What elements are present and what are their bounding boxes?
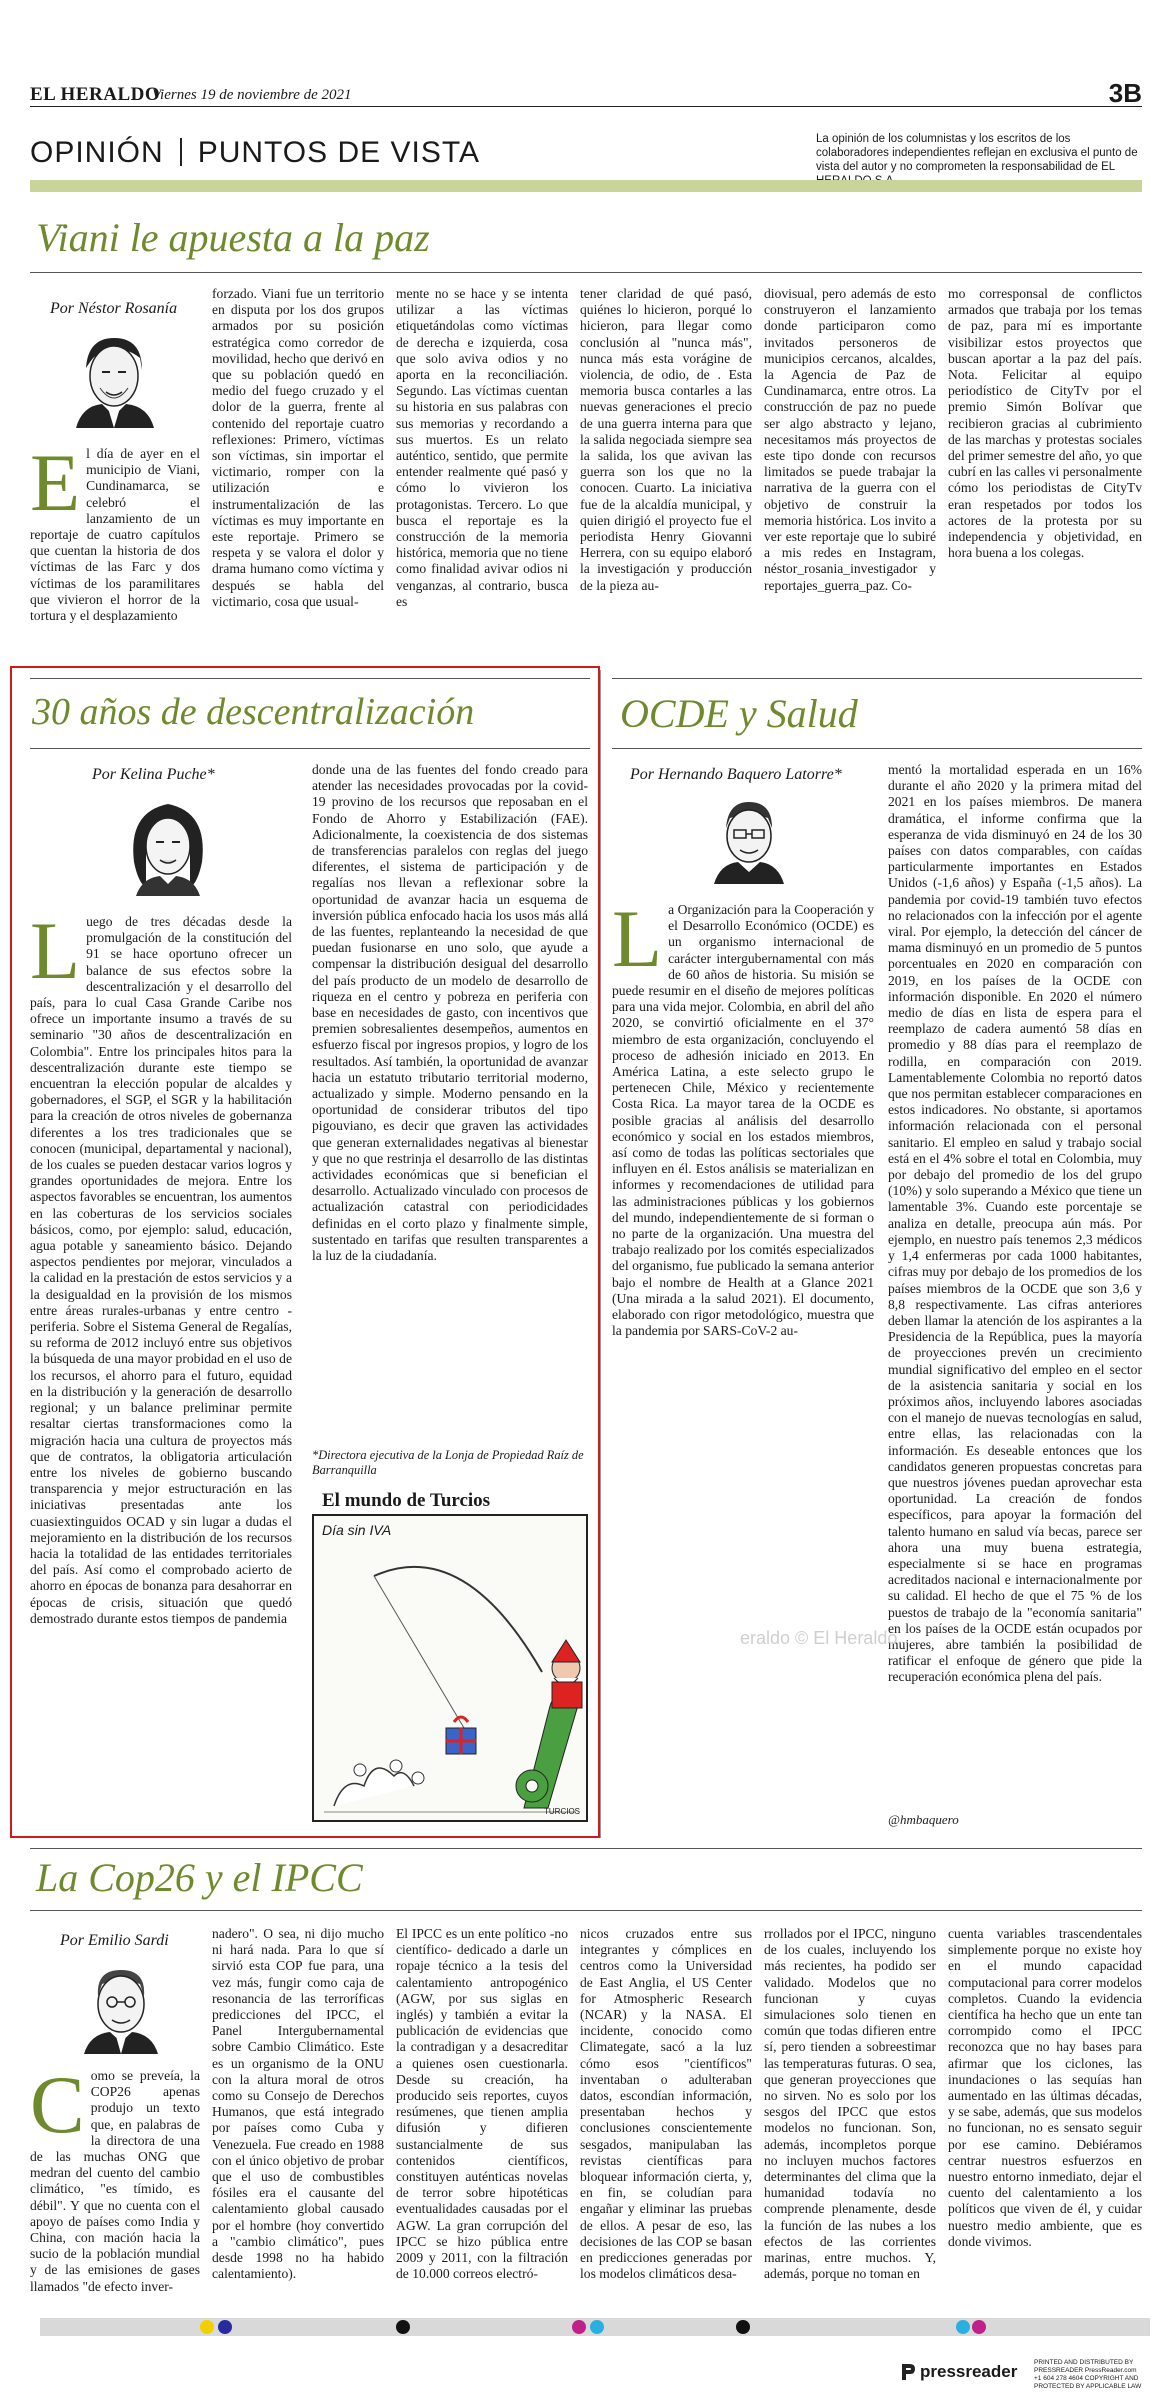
article-column: mo corresponsal de conflictos armados que trabaja por los temas de paz, para mí es importante visibilizar estos proyectos que buscan aportar a la paz del país. Nota. Felicitar al equipo periodístico de CityTv por el premio Simón Bolívar que recibieron gracias al cubrimiento de las marchas y protestas sociales del primer semestre del año, yo que cubrí en las calles vi personalmente cómo los periodistas de CityTv eran respetados por todos los actores de la protesta por su independencia y objetividad, en hora buena a los colegas.	[948, 286, 1142, 561]
pressreader-brand: pressreader	[920, 2362, 1018, 2381]
registration-dot	[590, 2320, 604, 2334]
cartoon	[312, 1514, 588, 1822]
article-column: El IPCC es un ente político -no científico- dedicado a darle un ropaje técnico a la tesis del calentamiento antropogénico (AGW, por sus siglas en inglés) y también a evitar la publicación de evidencias que la contradigan y a desacreditar a quienes osen cuestionarla. Desde su creación, ha producido seis reportes, cuyos resúmenes, que tienen amplia difusión y difieren sustancialmente de sus contenidos científicos, constituyen auténticas novelas de terror sobre hipotéticas eventualidades causadas por el AGW. La gran corrupción del IPCC se hizo pública entre 2009 y 2011, con la filtración de 10.000 correos electró-	[396, 1926, 568, 2282]
title-rule	[30, 1848, 1142, 1849]
title-rule	[30, 678, 590, 679]
article-title: Viani le apuesta a la paz	[36, 215, 430, 260]
disclaimer: La opinión de los columnistas y los escritos de los colaboradores independientes reflejan en exclusiva el punto de vista del autor y no comprometen la responsabilidad de EL	[816, 133, 1138, 173]
column-text: a Organización para la Cooperación y el Desarrollo Económico (OCDE) es un organismo internacional de carácter intergubernamental con más de 60 años de historia. Su misión se puede resumir en el diseño de mejores políticas para una vida mejor. Colombia, en abril del año 2020, se convirtió oficialmente en el 37° miembro de esta organización, concluyendo el proceso de adhesión iniciado en 2013. En América Latina, a este selecto grupo le pertenecen Chile, México y recientemente Costa Rica. La mayor tarea de la OCDE es posible gracias al análisis del desarrollo económico y social en los estados miembros, así como de todas las políticas sectoriales que influyen en él. Estos análisis se materializan en informes y recomendaciones de utilidad para las administraciones públicas y los gobiernos del mundo, independientemente de si forman o no parte de la organización. Una muestra del trabajo realizado por los comités especializados del organismo, fue publicado la semana anterior bajo el nombre de Health at a Glance 2021 (Una mirada a la salud 2021). El documento, elaborado con rigor metodológico, muestra que la pandemia por SARS-CoV-2 au-	[612, 902, 874, 1339]
title-rule	[30, 748, 590, 749]
page-number: 3B	[1108, 78, 1142, 108]
section-title-right: PUNTOS DE VISTA	[197, 136, 480, 169]
article-title: 30 años de descentralización	[32, 691, 475, 733]
article-column: mente no se hace y se intenta utilizar a las víctimas etiquetándolas como víctimas de derecha e izquierda, cosa que solo aviva odios y no aporta en la reconciliación. Segundo. Las víctimas cuentan su historia en sus palabras con sus memorias y recordando a sus muertos. Es un relato auténtico, sentido, que permite entender realmente qué pasó y cómo lo vivieron los protagonistas. Tercero. Lo que busca el reportaje es la construcción de la memoria histórica, memoria que no tiene como finalidad avivar odios ni venganzas, al contrario, busca es	[396, 286, 568, 609]
article-column: nadero". O sea, ni dijo mucho ni hará nada. Para lo que sí sirvió esta COP fue para, una vez más, fungir como caja de resonancia de las terroríficas predicciones del IPCC, el Panel Intergubernamental sobre Cambio Climático. Este es un organismo de la ONU con la altura moral de otros como su Consejo de Derechos Humanos, que está integrado por países como Cuba y Venezuela. Fue creado en 1988 con el único objetivo de probar que el uso de combustibles fósiles era el causante del calentamiento global causado por el hombre (hoy convertido a "cambio climático", pues desde 1998 no ha habido calentamiento).	[212, 1926, 384, 2282]
cartoon-caption: Día sin IVA	[322, 1522, 392, 1538]
registration-dot	[736, 2320, 750, 2334]
registration-dot	[200, 2320, 214, 2334]
column-text: l día de ayer en el municipio de Viani, Cundinamarca, se celebró el lanzamiento de un reportaje de cuatro capítulos que cuentan la historia de dos víctimas de las Farc y dos víctimas de los paramilitares que vivieron el horror de la tortura y el desplazamiento	[30, 446, 200, 624]
author-portrait	[62, 328, 166, 428]
paper-date: Viernes 19 de noviembre de 2021	[152, 87, 352, 103]
cartoon-drawing	[314, 1516, 586, 1820]
section-title	[30, 136, 480, 170]
article-column: diovisual, pero además de esto construyeron el lanzamiento donde participaron como invitados personeros de municipios cercanos, alcaldes, la Agencia de Paz de Cundinamarca, entre otros. La construcción de paz no puede ser algo abstracto y lejano, necesitamos más proyectos de este tipo donde con recursos limitados se puede trabajar la narrativa de la guerra con el objetivo de construir la memoria histórica. Los invito a ver este reportaje que lo subiré a mis redes en Instagram, néstor_rosania_investigador y reportajes_guerra_paz. Co-	[764, 286, 936, 593]
column-text: uego de tres décadas desde la promulgación de la constitución del 91 se hace oportuno ofrecer un balance de sus efectos sobre la descentralización y el desarrollo del país, para lo cual Casa Grande Caribe nos ofrece un importante insumo a través de su seminario "30 años de descentralización en Colombia". Entre los principales hitos para la descentralización durante este tiempo se encuentran la elección popular de alcaldes y gobernadores, el SGP, el SGR y la habilitación para la creación de otros niveles de gobernanza diferentes a los tres tradicionales que se conocen (municipal, departamental y nacional), de los cuales se pueden destacar varios logros y grandes oportunidades de mejora. Entre los aspectos favorables se encuentran, los aumentos en las coberturas de los servicios sociales básicos, como, por ejemplo: salud, educación, agua potable y saneamiento básico. Dejando aspectos pendientes por mejorar, vinculados a la calidad en la prestación de estos servicios y a la desigualdad en la provisión de los mismos entre áreas rurales-urbanas y entre centro - periferia. Sobre el Sistema General de Regalías, su reforma de 2012 incluyó entre sus objetivos la búsqueda de una mayor probidad en el uso de los recursos, el ahorro para el futuro, equidad en la distribución y la generación de desarrollo regional; y un balance preliminar permite resaltar ciertas transformaciones como la migración hacia una cultura de proyectos más que de contratos, la obligatoria articulación entre los niveles de gobierno buscando transparencia y mejor estructuración en las iniciativas presentadas ante los cuasiextinguidos OCAD y sin lugar a dudas el mejoramiento en la distribución de los recursos hacia la totalidad de las entidades territoriales del país. Así como el comprobado acierto de ahorro en épocas de bonanza para desahorrar en épocas de crisis, situación que quedó demostrado durante estos tiempos de pandemia	[30, 914, 292, 1626]
drop-cap: L	[612, 902, 663, 984]
author-note: *Directora ejecutiva de la Lonja de Propiedad Raíz de Barranquilla	[312, 1448, 584, 1477]
article-column	[30, 446, 200, 658]
masthead	[30, 78, 1142, 107]
article-column: rrollados por el IPCC, ninguno de los cuales, incluyendo los más recientes, ha podido ser validado. Modelos que no funcionan y cuyas simulaciones solo tienen en común que todas difieren entre sí, pero tienden a sobreestimar las temperaturas futuras. O sea, que generan proyecciones que no sirven. No es solo por los sesgos del IPCC que estos modelos no funcionan. Son, además, incompletos porque no incluyen muchos factores determinantes del clima que la humanidad todavía no comprende plenamente, desde la función de las nubes a los efectos de las corrientes marinas, entre muchos. Y, además, porque no toman en	[764, 1926, 936, 2282]
paper-name: EL HERALDO	[30, 84, 161, 105]
article-title: La Cop26 y el IPCC	[36, 1855, 363, 1900]
author-portrait	[120, 792, 216, 896]
cartoon-heading: El mundo de Turcios	[322, 1490, 491, 1511]
registration-dot	[956, 2320, 970, 2334]
drop-cap: E	[30, 446, 81, 528]
article-byline: Por Emilio Sardi	[60, 1932, 169, 1949]
article-column	[30, 914, 292, 1816]
article-byline: Por Kelina Puche*	[92, 766, 215, 783]
registration-dot	[972, 2320, 986, 2334]
watermark: eraldo © El Heraldo	[740, 1628, 898, 1648]
author-portrait	[704, 792, 794, 884]
pressreader-fineprint: PRINTED AND DISTRIBUTED BY PRESSREADER PressReader.com +1 604 278 4604 COPYRIGHT AND PROTECTED BY APPLICABLE LAW	[1034, 2359, 1142, 2390]
article-byline: Por Néstor Rosanía	[50, 300, 178, 317]
title-rule	[30, 272, 1142, 273]
title-rule	[30, 1910, 1142, 1911]
cartoon-signature: TURCIOS	[544, 1807, 580, 1816]
column-divider	[600, 670, 601, 1838]
section-separator	[180, 138, 182, 166]
section-header	[30, 128, 1142, 173]
title-rule	[612, 748, 1142, 749]
author-portrait	[74, 1958, 168, 2054]
drop-cap: L	[30, 914, 81, 996]
registration-dot	[572, 2320, 586, 2334]
article-title: OCDE y Salud	[620, 691, 858, 736]
section-green-bar	[30, 180, 1142, 192]
article-column: tener claridad de qué pasó, quiénes lo hicieron, porqué lo hicieron, para llegar como conclusión al "nunca más", nunca más esta vorágine de violencia, de odio, de . Esta memoria busca contarles a las nuevas generaciones el precio de una guerra interna para que la salida negociada siempre sea la salida, los que avivan las guerra son los que no la conocen. Cuarto. La iniciativa fue de la alcaldía municipal, y quien dirigió el proyecto fue el periodista Henry Giovanni Herrera, con su equipo elaboró la investigación y producción de la pieza au-	[580, 286, 752, 593]
registration-dot	[218, 2320, 232, 2334]
pressreader-logo-icon	[900, 2362, 916, 2382]
section-title-left: OPINIÓN	[30, 136, 164, 169]
article-column	[30, 2068, 200, 2306]
article-column: cuenta variables trascendentales simplemente porque no existe hoy en el mundo capacidad computacional para correr modelos completos. Cuando la evidencia científica ha hecho que un ente tan corrompido como el IPCC reconozca que no hay bases para afirmar que los ciclones, las inundaciones o las sequías han aumentado en las últimas décadas, y se sabe, además, que sus modelos no funcionan, no es sensato seguir por ese camino. Debiéramos centrar nuestros esfuerzos en nuestro entorno inmediato, dejar el cuento del calentamiento a los políticos que viven de él, y cuidar nuestro medio ambiente, que es donde vivimos.	[948, 1926, 1142, 2249]
registration-dot	[396, 2320, 410, 2334]
article-column	[612, 902, 874, 1824]
article-column: forzado. Viani fue un territorio en disputa por los dos grupos armados por su posición estratégica como corredor de movilidad, hecho que derivó en que su población quedó en medio del fuego cruzado y el dolor de la guerra, frente al contenido del reportaje cuatro reflexiones: Primero, víctimas son víctimas, sin importar el victimario, romper con la utilización e instrumentalización de las víctimas es muy importante en este reportaje. Primero se respeta y se valora el dolor y drama humano como víctima y después se habla del victimario, cosa que usual-	[212, 286, 384, 609]
article-column: donde una de las fuentes del fondo creado para atender las necesidades provocadas por la covid-19 provino de los recursos que reposaban en el Fondo de Ahorro y Estabilización (FAE). Adicionalmente, la coexistencia de dos sistemas de transferencias paralelos con reglas del juego diferentes, el sistema de participación y de regalías nos llevan a reflexionar sobre la oportunidad de avanzar hacia un esquema de inversión pública enfocado hacia los usos más allá de las fuentes, replanteando la necesidad de que puedan fusionarse en uno solo, que ayude a compensar la distribución desigual del desarrollo del país producto de un modelo de desarrollo de riqueza en el centro y pobreza en periferia con base en necesidades de gasto, con incentivos que premien sobresalientes desempeños, aumentos en esfuerzo fiscal por ingresos propios, y logro de los resultados. Así también, la oportunidad de avanzar hacia un estatuto tributario territorial moderno, actualizado y simple. Moderno pensando en la oportunidad de considerar tributos del tipo pigouviano, es decir que graven las actividades que generan externalidades negativas al bienestar y que no que restrinja el desarrollo de las distintas actividades económicas que si benefician el desarrollo. Actualizado vinculado con procesos de actualización catastral con periodicidades definidas en el corto plazo y finalmente simple, sustentado en tarifas que resulten transparentes a la luz de la ciudadanía.	[312, 762, 588, 1264]
article-column: mentó la mortalidad esperada en un 16% durante el año 2020 y la primera mitad del 2021 en los países miembros. De manera dramática, el informe confirma que la esperanza de vida disminuyó en 24 de los 30 países con datos comparables, con caídas particularmente importantes en Estados Unidos (-1,6 años) y España (-1,5 años). La pandemia por covid-19 también tuvo efectos no relacionados con la infección por el agente viral. Por ejemplo, la detección del cáncer de mama disminuyó en un promedio de 5 puntos porcentuales en 2020 en comparación con 2019, en los países de la OCDE con información disponible. En 2020 el número medio de días en lista de espera para el reemplazo de cadera aumentó 58 días en promedio y 88 días para el reemplazo de rodilla, en comparación con 2019. Lamentablemente Colombia no reportó datos que nos permitan establecer comparaciones en estos indicadores. No obstante, si aportamos información relacionada con el personal sanitario. El empleo en salud y trabajo social está en el 4% sobre el total en Colombia, muy por debajo del promedio de los del grupo (10%) y solo superando a México que tiene un lamentable 3%. Cuando este porcentaje se analiza en detalle, preocupa aún más. Por ejemplo, en nuestro país tenemos 2,3 médicos y 1,4 enfermeras por cada 1000 habitantes, cifras muy por debajo de los promedios de los países miembros de la OCDE que son 3,6 y 8,8 respectivamente. Las cifras anteriores deben llamar la atención de los aspirantes a la Presidencia de la República, pues la mayoría de proyecciones prevén un crecimiento mundial significativo del empleo en el sector de la asistencia sanitaria y social en los próximos años, incluyendo labores asociadas con el manejo de nuevas tecnologías en salud, entre ellas, las relacionadas con la información. Es deseable entonces que los candidatos generen propuestas concretas para que nuestros jóvenes puedan aprovechar esta oportunidad. La creación de fondos específicos, para apoyar la formación del talento humano en salud vía becas, parece ser ahora una muy buena estrategia, especialmente si se hace en programas acreditados nacional e internacionalmente por su calidad. El hecho de que el 75 % de los puestos de trabajo de la "economía sanitaria" en los países de la OCDE están ocupados por mujeres, abre también la posibilidad de ratificar el enfoque de género que pide la recuperación económica plena del país.	[888, 762, 1142, 1685]
column-text: omo se preveía, la COP26 apenas produjo un texto que, en palabras de la directora de una de las muchas ONG que medran del cuento del cambio climático, "es tímido, es débil". Y que no cuenta con el apoyo de países como India y China, con mación hacia la sucio de la población mundial y de las emisiones de gases llamados "de efecto inver-	[30, 2068, 200, 2294]
article-byline: Por Hernando Baquero Latorre*	[630, 766, 842, 783]
title-rule	[612, 678, 1142, 679]
drop-cap: C	[30, 2068, 85, 2150]
author-handle: @hmbaquero	[888, 1812, 959, 1827]
article-column: nicos cruzados entre sus integrantes y cómplices en centros como la Universidad de East Anglia, el US Center for Atmospheric Research (NCAR) y la NASA. El incidente, conocido como Climategate, sacó a la luz cómo esos "científicos" inventaban o adulteraban datos, escondían información, presentaban hechos y conclusiones conscientemente sesgados, manipulaban las revistas científicas para bloquear información cierta, y, en fin, se coludían para engañar y eliminar las pruebas de ellos. A pesar de eso, las decisiones de las COP se basan en predicciones generadas por los modelos climáticos desa-	[580, 1926, 752, 2282]
